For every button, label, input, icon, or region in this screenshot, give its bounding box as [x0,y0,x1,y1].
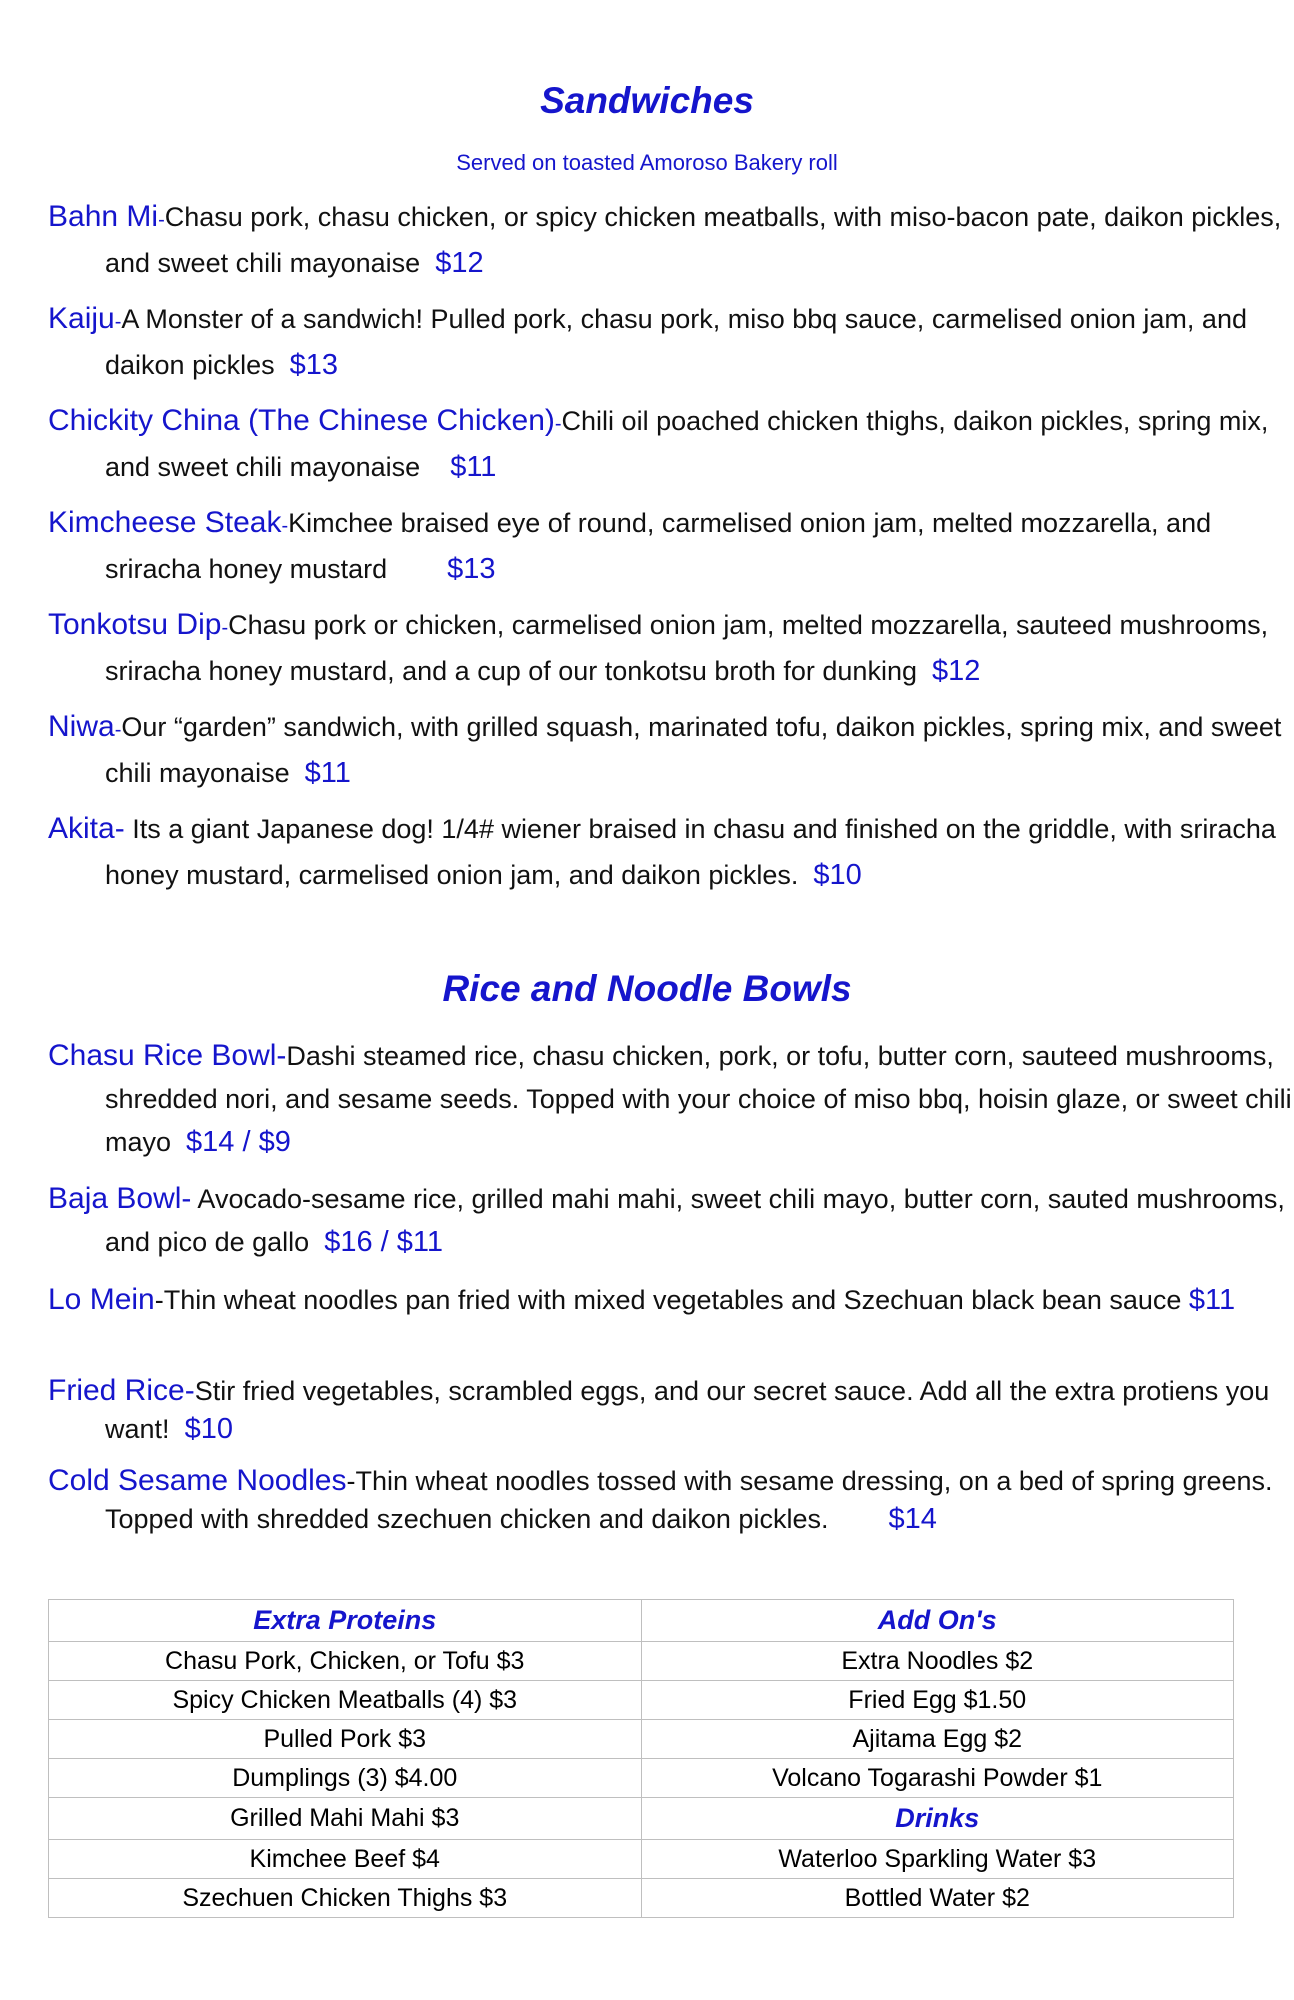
menu-item [48,501,1294,591]
bowls-title: Rice and Noodle Bowls [442,968,852,1009]
drinks-header: Drinks [641,1798,1234,1840]
menu-item [48,399,1294,489]
item-price: $11 [1188,1284,1236,1316]
item-description: Avocado-sesame rice, grilled mahi mahi, sweet chili mayo, butter corn, sauted mushrooms, and pico de gallo [105,1184,1285,1257]
table-cell: Bottled Water $2 [641,1879,1234,1918]
table-cell: Fried Egg $1.50 [641,1681,1234,1720]
item-description: -Thin wheat noodles pan fried with mixed vegetables and Szechuan black bean sauce [154,1285,1182,1315]
table-cell: Ajitama Egg $2 [641,1720,1234,1759]
item-name: Tonkotsu Dip [48,608,222,641]
table-cell: Waterloo Sparkling Water $3 [641,1840,1234,1879]
item-name: Fried Rice- [48,1374,195,1407]
item-name: Chasu Rice Bowl- [48,1039,287,1072]
table-row [49,1681,1234,1720]
menu-item [48,1034,1294,1164]
item-separator: - [114,311,122,333]
item-separator: - [554,413,562,435]
menu-item [48,603,1294,693]
table-cell: Kimchee Beef $4 [49,1840,642,1879]
item-description: Dashi steamed rice, chasu chicken, pork, or tofu, butter corn, sauteed mushrooms, shredded nori, and sesame seeds. Topped with your choice of miso bbq, hoisin glaze, or sweet chili mayo [105,1041,1292,1157]
menu-item [48,195,1294,285]
item-price: $11 [450,451,497,483]
extras-table [48,1599,1234,1918]
add-ons-header: Add On's [641,1600,1234,1642]
table-row [49,1879,1234,1918]
menu-item [48,807,1294,897]
item-name: Baja Bowl- [48,1182,192,1215]
item-name: Kaiju [48,302,115,335]
table-row [49,1642,1234,1681]
item-price: $13 [447,553,496,585]
item-separator: - [114,719,122,741]
item-name: Bahn Mi [48,200,159,233]
item-price: $10 [813,859,862,891]
item-name: Lo Mein [48,1283,155,1316]
item-separator: - [221,617,229,639]
item-description: Chasu pork, chasu chicken, or spicy chicken meatballs, with miso-bacon pate, daikon pickles, and sweet chili mayonaise [105,202,1282,278]
menu-item [48,297,1294,387]
item-name: Cold Sesame Noodles [48,1464,347,1497]
item-description: Chasu pork or chicken, carmelised onion jam, melted mozzarella, sauteed mushrooms, sriracha honey mustard, and a cup of our tonkotsu broth for dunking [105,610,1269,686]
table-cell: Spicy Chicken Meatballs (4) $3 [49,1681,642,1720]
sandwiches-title: Sandwiches [540,80,754,121]
table-row [49,1720,1234,1759]
table-row [49,1759,1234,1798]
item-name: Chickity China (The Chinese Chicken) [48,404,555,437]
menu-item [48,1462,1294,1538]
item-price: $14 / $9 [186,1126,291,1158]
item-description: Stir fried vegetables, scrambled eggs, and our secret sauce. Add all the extra protiens you want! [105,1376,1270,1444]
item-description: -Thin wheat noodles tossed with sesame dressing, on a bed of spring greens. Topped with shredded szechuen chicken and daikon pickles. [105,1466,1273,1534]
item-price: $13 [289,349,338,381]
table-row [49,1798,1234,1840]
extra-proteins-header: Extra Proteins [49,1600,642,1642]
item-description: A Monster of a sandwich! Pulled pork, chasu pork, miso bbq sauce, carmelised onion jam, and daikon pickles [105,304,1247,380]
item-price: $14 [888,1503,937,1535]
table-cell: Chasu Pork, Chicken, or Tofu $3 [49,1642,642,1681]
item-description: Chili oil poached chicken thighs, daikon pickles, spring mix, and sweet chili mayonaise [105,406,1269,482]
table-cell: Extra Noodles $2 [641,1642,1234,1681]
item-name: Niwa [48,710,115,743]
table-row [49,1840,1234,1879]
item-name: Kimcheese Steak [48,506,282,539]
item-price: $10 [184,1413,233,1445]
item-separator: - [281,515,289,537]
item-name: Akita- [48,812,125,845]
item-description: Its a giant Japanese dog! 1/4# wiener braised in chasu and finished on the griddle, with sriracha honey mustard, carmelised onion jam, and daikon pickles. [105,814,1276,890]
item-price: $11 [304,757,351,789]
item-price: $12 [932,655,981,687]
menu-item [48,1372,1294,1448]
table-cell: Grilled Mahi Mahi $3 [49,1798,642,1840]
table-cell: Szechuen Chicken Thighs $3 [49,1879,642,1918]
item-price: $16 / $11 [324,1226,443,1258]
item-description: Our “garden” sandwich, with grilled squash, marinated tofu, daikon pickles, spring mix, and sweet chili mayonaise [105,712,1282,788]
item-description: Kimchee braised eye of round, carmelised onion jam, melted mozzarella, and sriracha honey mustard [105,508,1212,584]
table-header-row [49,1600,1234,1642]
item-separator: - [158,209,165,231]
menu-item [48,1177,1294,1264]
menu-item [48,705,1294,795]
table-cell: Pulled Pork $3 [49,1720,642,1759]
table-cell: Volcano Togarashi Powder $1 [641,1759,1234,1798]
table-cell: Dumplings (3) $4.00 [49,1759,642,1798]
item-price: $12 [435,247,484,279]
menu-item [48,1281,1294,1319]
sandwiches-subtitle: Served on toasted Amoroso Bakery roll [456,150,838,175]
